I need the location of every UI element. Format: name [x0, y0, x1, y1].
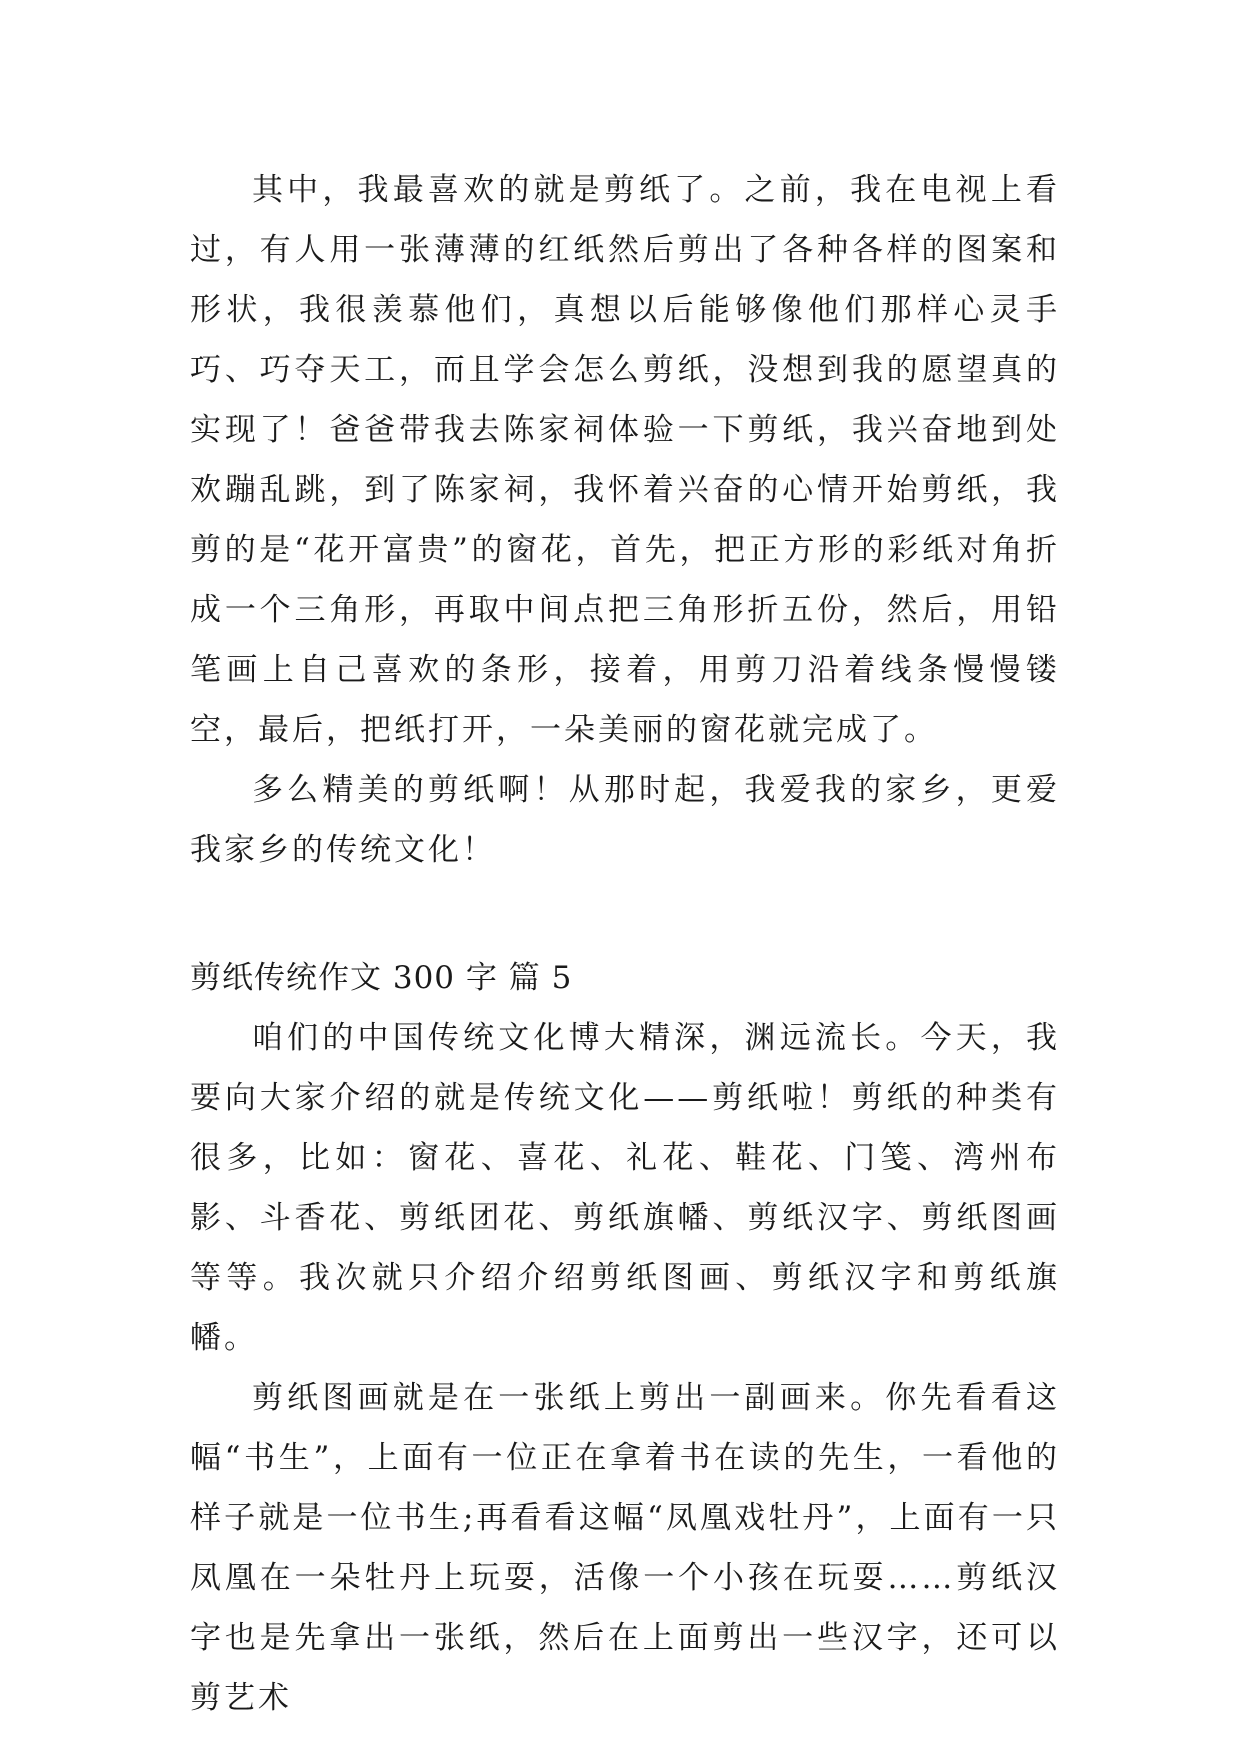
paragraph-paper-cutting-pictures: 剪纸图画就是在一张纸上剪出一副画来。你先看看这幅“书生”，上面有一位正在拿着书在读的先生，一看他的样子就是一位书生;再看看这幅“凤凰戏牡丹”，上面有一只凤凰在一朵牡丹上玩耍，活像一个小孩在玩耍……剪纸汉字也是先拿出一张纸，然后在上面剪出一些汉字，还可以剪艺术 [190, 1380, 1060, 1716]
paragraph-paper-cutting-types: 咱们的中国传统文化博大精深，渊远流长。今天，我要向大家介绍的就是传统文化——剪纸啦！剪纸的种类有很多，比如：窗花、喜花、礼花、鞋花、门笺、湾州布影、斗香花、剪纸团花、剪纸旗幡、剪纸汉字、剪纸图画等等。我次就只介绍介绍剪纸图画、剪纸汉字和剪纸旗幡。 [190, 1020, 1060, 1356]
section-heading: 剪纸传统作文 300 字 篇 5 [190, 960, 573, 996]
document-page [190, 160, 1060, 1728]
paragraph-paper-cutting-experience: 其中，我最喜欢的就是剪纸了。之前，我在电视上看过，有人用一张薄薄的红纸然后剪出了各种各样的图案和形状，我很羡慕他们，真想以后能够像他们那样心灵手巧、巧夺天工，而且学会怎么剪纸，没想到我的愿望真的实现了！爸爸带我去陈家祠体验一下剪纸，我兴奋地到处欢蹦乱跳，到了陈家祠，我怀着兴奋的心情开始剪纸，我剪的是“花开富贵”的窗花，首先，把正方形的彩纸对角折成一个三角形，再取中间点把三角形折五份，然后，用铅笔画上自己喜欢的条形，接着，用剪刀沿着线条慢慢镂空，最后，把纸打开，一朵美丽的窗花就完成了。 [190, 172, 1060, 748]
paragraph-love-hometown: 多么精美的剪纸啊！从那时起，我爱我的家乡，更爱我家乡的传统文化！ [190, 772, 1060, 868]
